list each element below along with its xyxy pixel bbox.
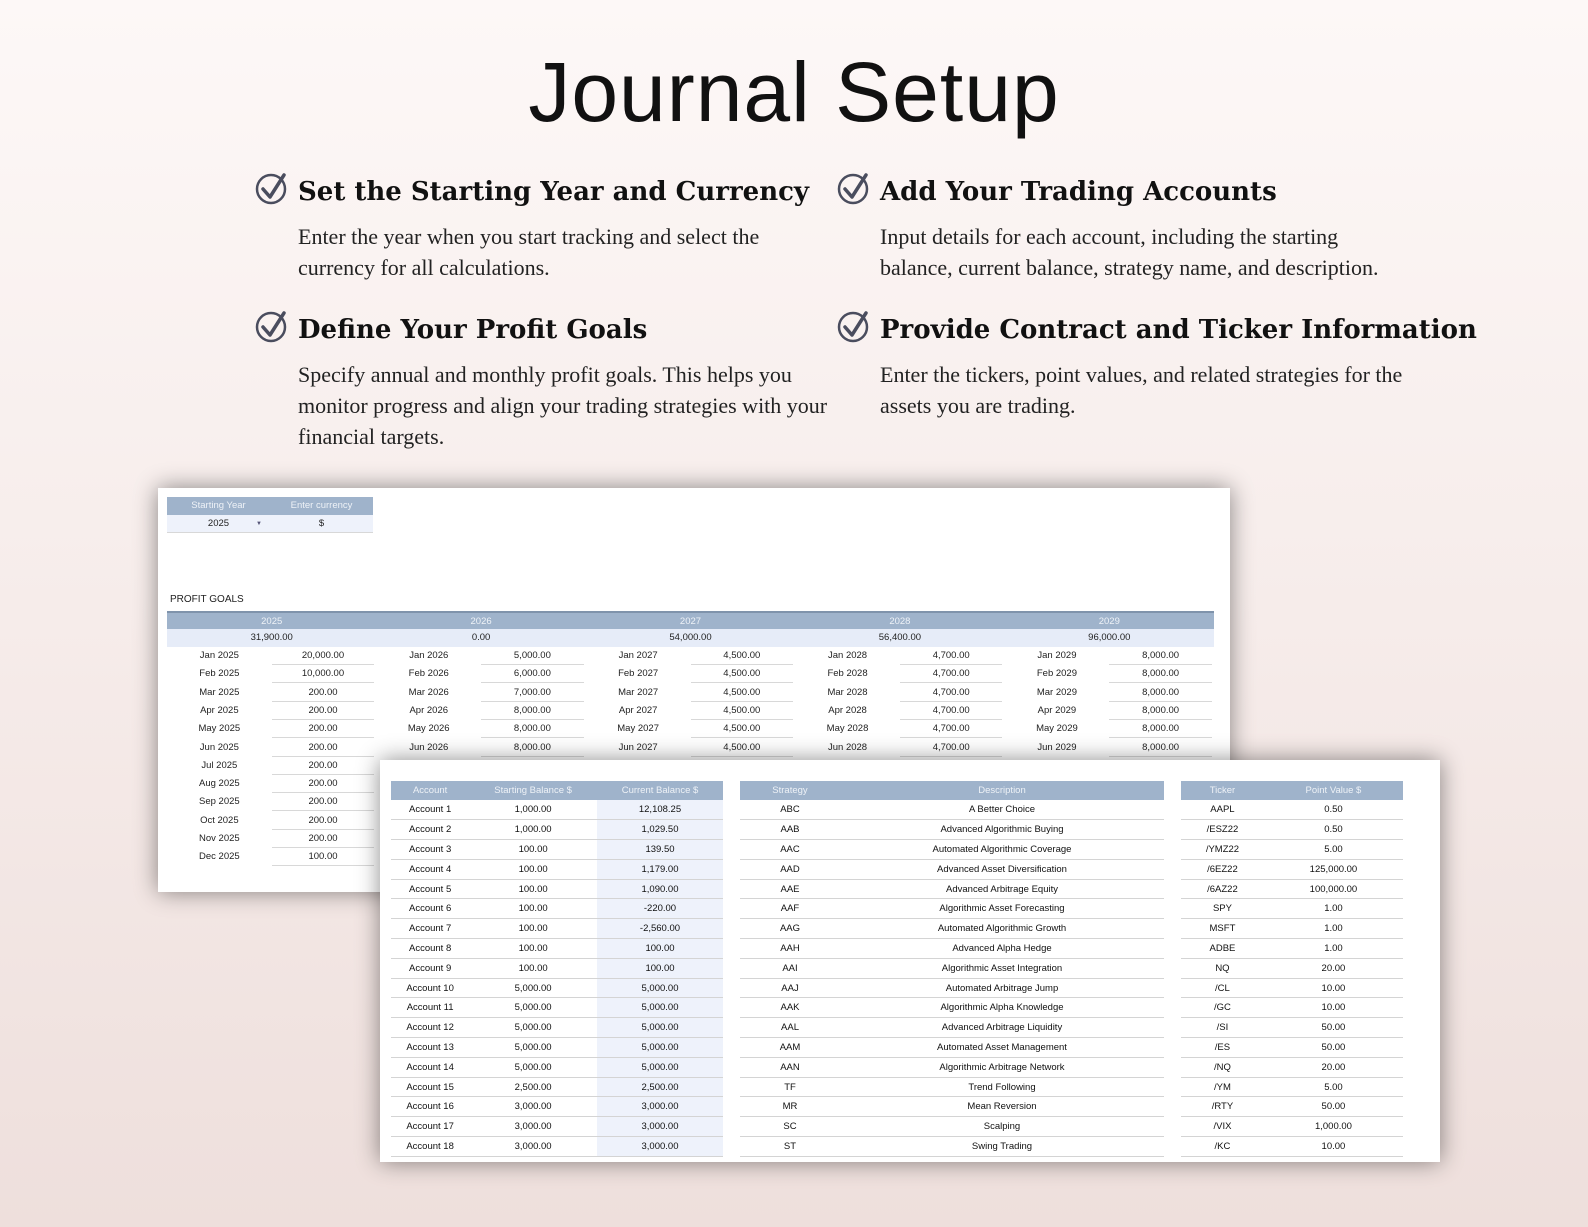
ticker-row <box>1181 879 1403 899</box>
account-cell[interactable]: -2,560.00 <box>597 919 723 939</box>
strategy-cell[interactable]: AAL <box>740 1018 840 1038</box>
goal-month-label: Jun 2028 <box>827 741 868 753</box>
ticker-cell[interactable]: 5.00 <box>1264 840 1403 860</box>
strategy-row <box>740 820 1164 840</box>
account-cell[interactable]: 5,000.00 <box>597 1018 723 1038</box>
goal-month-value[interactable]: 8,000.00 <box>1109 739 1212 757</box>
account-cell[interactable]: 3,000.00 <box>469 1137 597 1157</box>
feature-item <box>836 170 1416 283</box>
goal-month-value[interactable]: 8,000.00 <box>481 720 584 738</box>
account-cell[interactable]: 5,000.00 <box>597 998 723 1018</box>
goal-month-value[interactable]: 20,000.00 <box>272 647 375 665</box>
goal-year-header: 2029 <box>1005 611 1214 629</box>
ticker-cell[interactable]: NQ <box>1181 958 1264 978</box>
account-row <box>391 998 723 1018</box>
ticker-cell[interactable]: MSFT <box>1181 919 1264 939</box>
account-cell[interactable]: 5,000.00 <box>597 1038 723 1058</box>
ticker-cell[interactable]: 50.00 <box>1264 1097 1403 1117</box>
checkmark-icon <box>254 170 290 213</box>
ticker-row <box>1181 800 1403 820</box>
feature-heading: Define Your Profit Goals <box>298 314 648 345</box>
account-row <box>391 1117 723 1137</box>
strategy-cell[interactable]: AAD <box>740 859 840 879</box>
goal-month-label: Oct 2025 <box>200 814 239 826</box>
strategy-cell[interactable]: ABC <box>740 800 840 820</box>
strategy-cell[interactable]: A Better Choice <box>840 800 1164 820</box>
strategy-row <box>740 998 1164 1018</box>
account-cell[interactable]: Account 5 <box>391 879 469 899</box>
strategy-row <box>740 1117 1164 1137</box>
ticker-row <box>1181 1097 1403 1117</box>
ticker-cell[interactable]: 10.00 <box>1264 1137 1403 1157</box>
goal-month-value[interactable]: 8,000.00 <box>1109 665 1212 683</box>
strategy-cell[interactable]: Mean Reversion <box>840 1097 1164 1117</box>
page-title: Journal Setup <box>528 45 1060 139</box>
strategy-row <box>740 978 1164 998</box>
goal-month-label: Feb 2028 <box>827 668 868 680</box>
strategy-cell[interactable]: TF <box>740 1077 840 1097</box>
ticker-cell[interactable]: 1,000.00 <box>1264 1117 1403 1137</box>
goal-month-label: Jan 2027 <box>618 650 658 661</box>
goal-month-label: Mar 2029 <box>1036 686 1077 698</box>
strategy-row <box>740 899 1164 919</box>
strategy-cell[interactable]: Scalping <box>840 1117 1164 1137</box>
strategy-cell[interactable]: AAE <box>740 879 840 899</box>
strategy-row <box>740 859 1164 879</box>
tickers-table <box>1181 781 1403 1157</box>
ticker-cell[interactable]: SPY <box>1181 899 1264 919</box>
goal-month-value[interactable]: 200.00 <box>272 812 375 830</box>
goal-year-header: 2025 <box>167 611 376 629</box>
account-cell[interactable]: Account 15 <box>391 1077 469 1097</box>
ticker-cell[interactable]: /ESZ22 <box>1181 820 1264 840</box>
ticker-cell[interactable]: 20.00 <box>1264 1057 1403 1077</box>
strategy-cell[interactable]: Automated Algorithmic Growth <box>840 919 1164 939</box>
account-row <box>391 879 723 899</box>
goal-year-total: 96,000.00 <box>1005 629 1214 647</box>
strategy-cell[interactable]: ST <box>740 1137 840 1157</box>
ticker-cell[interactable]: 1.00 <box>1264 919 1403 939</box>
account-cell[interactable]: 2,500.00 <box>469 1077 597 1097</box>
goal-month-label: Apr 2028 <box>828 704 867 716</box>
goal-month-label: Feb 2026 <box>408 668 449 680</box>
ticker-row <box>1181 820 1403 840</box>
goal-month-value[interactable]: 200.00 <box>272 793 375 811</box>
ticker-row <box>1181 919 1403 939</box>
account-cell[interactable]: 5,000.00 <box>597 978 723 998</box>
goal-month-label: Jan 2025 <box>199 650 239 661</box>
goal-month-label: Jun 2027 <box>618 741 658 753</box>
ticker-cell[interactable]: 50.00 <box>1264 1038 1403 1058</box>
goal-month-value[interactable]: 200.00 <box>272 775 375 793</box>
ticker-cell[interactable]: /ES <box>1181 1038 1264 1058</box>
strategy-cell[interactable]: Advanced Alpha Hedge <box>840 939 1164 959</box>
strategy-row <box>740 1018 1164 1038</box>
strategy-cell[interactable]: AAH <box>740 939 840 959</box>
goal-month-label: Feb 2029 <box>1036 668 1078 680</box>
account-cell[interactable]: 3,000.00 <box>469 1117 597 1137</box>
account-row <box>391 840 723 860</box>
dropdown-arrow-icon: ▼ <box>256 521 262 527</box>
account-row <box>391 820 723 840</box>
account-row <box>391 939 723 959</box>
strategy-row <box>740 1038 1164 1058</box>
feature-item <box>254 170 834 283</box>
ticker-row <box>1181 1038 1403 1058</box>
strategy-row <box>740 840 1164 860</box>
goal-year-total: 54,000.00 <box>586 629 795 647</box>
ticker-cell[interactable]: /RTY <box>1181 1097 1264 1117</box>
strategy-cell[interactable]: AAC <box>740 840 840 860</box>
goal-month-value[interactable]: 200.00 <box>272 757 375 775</box>
goal-month-label: Mar 2027 <box>618 686 659 698</box>
ticker-column-header: Ticker <box>1181 781 1264 800</box>
ticker-cell[interactable]: /GC <box>1181 998 1264 1018</box>
feature-heading: Provide Contract and Ticker Information <box>880 314 1477 345</box>
account-row <box>391 1077 723 1097</box>
goal-month-label: Apr 2025 <box>200 704 239 716</box>
goal-year-header: 2028 <box>795 611 1004 629</box>
account-cell[interactable]: Account 16 <box>391 1097 469 1117</box>
feature-item <box>836 308 1477 421</box>
strategy-cell[interactable]: AAG <box>740 919 840 939</box>
feature-heading: Set the Starting Year and Currency <box>298 176 810 207</box>
strategy-cell[interactable]: Automated Algorithmic Coverage <box>840 840 1164 860</box>
goal-month-label: May 2026 <box>407 723 450 735</box>
account-cell[interactable]: Account 18 <box>391 1137 469 1157</box>
strategy-cell[interactable]: Automated Arbitrage Jump <box>840 978 1164 998</box>
account-row <box>391 1097 723 1117</box>
account-cell[interactable]: 5,000.00 <box>469 1018 597 1038</box>
goal-month-value[interactable]: 4,700.00 <box>900 702 1003 720</box>
feature-description: Enter the tickers, point values, and related strategies for the assets you are trading. <box>880 362 1403 418</box>
goal-month-value[interactable]: 4,700.00 <box>900 665 1003 683</box>
strategy-cell[interactable]: Algorithmic Asset Integration <box>840 958 1164 978</box>
strategy-cell[interactable]: Algorithmic Alpha Knowledge <box>840 998 1164 1018</box>
ticker-cell[interactable]: 50.00 <box>1264 1018 1403 1038</box>
ticker-cell[interactable]: /CL <box>1181 978 1264 998</box>
account-row <box>391 978 723 998</box>
strategy-cell[interactable]: AAK <box>740 998 840 1018</box>
account-cell[interactable]: Account 10 <box>391 978 469 998</box>
account-row <box>391 800 723 820</box>
goal-month-value[interactable]: 4,500.00 <box>691 720 794 738</box>
strategy-row <box>740 1097 1164 1117</box>
starting-year-header: Starting Year <box>167 497 270 515</box>
account-cell[interactable]: Account 6 <box>391 899 469 919</box>
account-column-header: Current Balance $ <box>597 781 723 800</box>
goal-month-label: May 2028 <box>826 723 869 735</box>
goal-month-label: Apr 2029 <box>1037 704 1077 716</box>
account-cell[interactable]: 100.00 <box>469 958 597 978</box>
account-cell[interactable]: 100.00 <box>469 840 597 860</box>
strategies-table <box>740 781 1164 1157</box>
goal-month-value[interactable]: 7,000.00 <box>481 684 584 702</box>
ticker-cell[interactable]: /6EZ22 <box>1181 859 1264 879</box>
account-row <box>391 919 723 939</box>
goal-month-label: Jan 2029 <box>1037 650 1077 661</box>
accounts-table <box>391 781 723 1157</box>
goal-year-header: 2026 <box>376 611 585 629</box>
goal-month-value[interactable]: 8,000.00 <box>1109 720 1212 738</box>
checkmark-icon <box>836 170 872 213</box>
goal-month-value[interactable]: 4,700.00 <box>900 720 1003 738</box>
goal-month-label: Apr 2027 <box>618 704 658 716</box>
goal-month-label: Jun 2026 <box>409 741 449 753</box>
goal-month-value[interactable]: 200.00 <box>272 684 375 702</box>
account-cell[interactable]: 3,000.00 <box>597 1097 723 1117</box>
account-cell[interactable]: Account 17 <box>391 1117 469 1137</box>
goal-month-label: Mar 2026 <box>408 686 449 698</box>
account-cell[interactable]: Account 11 <box>391 998 469 1018</box>
strategy-cell[interactable]: Automated Asset Management <box>840 1038 1164 1058</box>
strategy-column-header: Strategy <box>740 781 840 800</box>
account-cell[interactable]: 3,000.00 <box>597 1137 723 1157</box>
goal-year-header: 2027 <box>586 611 795 629</box>
goal-year-total: 56,400.00 <box>795 629 1004 647</box>
account-cell[interactable]: 1,000.00 <box>469 820 597 840</box>
goal-month-label: Apr 2026 <box>409 704 449 716</box>
strategy-cell[interactable]: AAF <box>740 899 840 919</box>
ticker-cell[interactable]: AAPL <box>1181 800 1264 820</box>
goal-month-label: Jun 2025 <box>199 741 239 753</box>
strategy-row <box>740 939 1164 959</box>
strategy-cell[interactable]: Advanced Asset Diversification <box>840 859 1164 879</box>
strategy-cell[interactable]: AAI <box>740 958 840 978</box>
goal-month-value[interactable]: 8,000.00 <box>1109 647 1212 665</box>
account-cell[interactable]: 100.00 <box>597 958 723 978</box>
ticker-row <box>1181 1137 1403 1157</box>
account-row <box>391 958 723 978</box>
ticker-cell[interactable]: /YMZ22 <box>1181 840 1264 860</box>
account-cell[interactable]: 5,000.00 <box>469 978 597 998</box>
ticker-column-header: Point Value $ <box>1264 781 1403 800</box>
ticker-row <box>1181 958 1403 978</box>
ticker-cell[interactable]: 1.00 <box>1264 899 1403 919</box>
goal-month-value[interactable]: 4,700.00 <box>900 647 1003 665</box>
ticker-cell[interactable]: /KC <box>1181 1137 1264 1157</box>
ticker-row <box>1181 1077 1403 1097</box>
goal-month-label: Mar 2028 <box>827 686 868 698</box>
ticker-row <box>1181 859 1403 879</box>
goal-month-label: Jan 2026 <box>409 650 449 661</box>
account-cell[interactable]: 1,029.50 <box>597 820 723 840</box>
account-cell[interactable]: 100.00 <box>597 939 723 959</box>
goal-month-label: Jan 2028 <box>827 650 868 661</box>
ticker-cell[interactable]: 1.00 <box>1264 939 1403 959</box>
account-cell[interactable]: Account 4 <box>391 859 469 879</box>
account-row <box>391 1018 723 1038</box>
strategy-cell[interactable]: Swing Trading <box>840 1137 1164 1157</box>
goal-month-value[interactable]: 8,000.00 <box>1109 702 1212 720</box>
strategy-cell[interactable]: SC <box>740 1117 840 1137</box>
account-cell[interactable]: Account 12 <box>391 1018 469 1038</box>
account-row <box>391 859 723 879</box>
goal-month-label: May 2025 <box>198 723 241 735</box>
strategy-cell[interactable]: Advanced Arbitrage Liquidity <box>840 1018 1164 1038</box>
goal-month-value[interactable]: 8,000.00 <box>1109 684 1212 702</box>
strategy-cell[interactable]: AAM <box>740 1038 840 1058</box>
currency-input[interactable]: $ <box>270 515 373 533</box>
feature-item <box>254 308 834 452</box>
goal-month-label: Dec 2025 <box>199 851 240 863</box>
goal-month-label: May 2027 <box>617 723 659 735</box>
account-cell[interactable]: Account 13 <box>391 1038 469 1058</box>
goal-month-value[interactable]: 4,700.00 <box>900 739 1003 757</box>
ticker-cell[interactable]: /VIX <box>1181 1117 1264 1137</box>
ticker-cell[interactable]: /SI <box>1181 1018 1264 1038</box>
strategy-cell[interactable]: MR <box>740 1097 840 1117</box>
ticker-row <box>1181 1117 1403 1137</box>
goal-month-value[interactable]: 200.00 <box>272 739 375 757</box>
account-column-header: Starting Balance $ <box>469 781 597 800</box>
account-cell[interactable]: 100.00 <box>469 899 597 919</box>
strategy-row <box>740 958 1164 978</box>
ticker-cell[interactable]: 0.50 <box>1264 820 1403 840</box>
goal-month-label: May 2029 <box>1036 723 1078 735</box>
account-cell[interactable]: 1,000.00 <box>469 800 597 820</box>
ticker-cell[interactable]: 10.00 <box>1264 978 1403 998</box>
account-cell[interactable]: 5,000.00 <box>597 1057 723 1077</box>
ticker-cell[interactable]: 0.50 <box>1264 800 1403 820</box>
strategy-row <box>740 1057 1164 1077</box>
strategy-row <box>740 1077 1164 1097</box>
ticker-row <box>1181 1057 1403 1077</box>
goal-month-label: Jul 2025 <box>201 759 238 771</box>
account-cell[interactable]: Account 8 <box>391 939 469 959</box>
account-cell[interactable]: 12,108.25 <box>597 800 723 820</box>
feature-heading: Add Your Trading Accounts <box>880 176 1277 207</box>
ticker-row <box>1181 840 1403 860</box>
account-cell[interactable]: Account 7 <box>391 919 469 939</box>
currency-header: Enter currency <box>270 497 373 515</box>
goal-month-value[interactable]: 4,700.00 <box>900 684 1003 702</box>
ticker-row <box>1181 1018 1403 1038</box>
goal-month-label: Feb 2025 <box>199 668 240 680</box>
goal-month-value[interactable]: 4,500.00 <box>691 684 794 702</box>
strategy-cell[interactable]: Algorithmic Arbitrage Network <box>840 1057 1164 1077</box>
goal-month-label: Jun 2029 <box>1037 741 1077 753</box>
account-column-header: Account <box>391 781 469 800</box>
ticker-cell[interactable]: /YM <box>1181 1077 1264 1097</box>
account-cell[interactable]: Account 1 <box>391 800 469 820</box>
goal-month-value[interactable]: 6,000.00 <box>481 665 584 683</box>
ticker-cell[interactable]: 125,000.00 <box>1264 859 1403 879</box>
goal-month-value[interactable]: 10,000.00 <box>272 665 375 683</box>
goal-month-label: Mar 2025 <box>199 686 240 698</box>
strategy-cell[interactable]: Advanced Arbitrage Equity <box>840 879 1164 899</box>
ticker-cell[interactable]: ADBE <box>1181 939 1264 959</box>
account-cell[interactable]: 5,000.00 <box>469 1038 597 1058</box>
account-cell[interactable]: Account 3 <box>391 840 469 860</box>
goal-month-value[interactable]: 4,500.00 <box>691 739 794 757</box>
account-cell[interactable]: 100.00 <box>469 879 597 899</box>
goal-month-value[interactable]: 100.00 <box>272 848 375 866</box>
ticker-cell[interactable]: /6AZ22 <box>1181 879 1264 899</box>
ticker-cell[interactable]: 10.00 <box>1264 998 1403 1018</box>
goal-month-value[interactable]: 200.00 <box>272 830 375 848</box>
account-row <box>391 1137 723 1157</box>
goal-month-label: Sep 2025 <box>199 796 240 808</box>
strategy-row <box>740 1137 1164 1157</box>
goal-month-value[interactable]: 4,500.00 <box>691 647 794 665</box>
profit-goals-label: PROFIT GOALS <box>170 594 244 605</box>
strategy-cell[interactable]: AAJ <box>740 978 840 998</box>
ticker-cell[interactable]: /NQ <box>1181 1057 1264 1077</box>
account-cell[interactable]: 2,500.00 <box>597 1077 723 1097</box>
goal-month-value[interactable]: 4,500.00 <box>691 665 794 683</box>
ticker-row <box>1181 939 1403 959</box>
account-cell[interactable]: Account 2 <box>391 820 469 840</box>
account-cell[interactable]: -220.00 <box>597 899 723 919</box>
accounts-sheet <box>380 760 1440 1162</box>
checkmark-icon <box>254 308 290 351</box>
strategy-cell[interactable]: AAB <box>740 820 840 840</box>
account-cell[interactable]: 3,000.00 <box>469 1097 597 1117</box>
goal-year-total: 31,900.00 <box>167 629 376 647</box>
account-cell[interactable]: 100.00 <box>469 859 597 879</box>
account-cell[interactable]: 5,000.00 <box>469 1057 597 1077</box>
account-cell[interactable]: 1,090.00 <box>597 879 723 899</box>
starting-year-value: 2025 <box>207 518 230 529</box>
goal-month-value[interactable]: 200.00 <box>272 702 375 720</box>
goal-month-value[interactable]: 8,000.00 <box>481 702 584 720</box>
account-row <box>391 899 723 919</box>
strategy-column-header: Description <box>840 781 1164 800</box>
feature-description: Specify annual and monthly profit goals. This helps you monitor progress and align your trading strategies with your financial targets. <box>298 362 828 449</box>
account-cell[interactable]: 100.00 <box>469 919 597 939</box>
starting-year-select[interactable] <box>167 515 270 533</box>
ticker-cell[interactable]: 20.00 <box>1264 958 1403 978</box>
strategy-cell[interactable]: Algorithmic Asset Forecasting <box>840 899 1164 919</box>
account-cell[interactable]: 139.50 <box>597 840 723 860</box>
feature-description: Enter the year when you start tracking and select the currency for all calculations. <box>298 224 760 280</box>
account-cell[interactable]: Account 9 <box>391 958 469 978</box>
account-cell[interactable]: 1,179.00 <box>597 859 723 879</box>
strategy-row <box>740 800 1164 820</box>
account-row <box>391 1038 723 1058</box>
strategy-cell[interactable]: Trend Following <box>840 1077 1164 1097</box>
account-cell[interactable]: 5,000.00 <box>469 998 597 1018</box>
ticker-cell[interactable]: 5.00 <box>1264 1077 1403 1097</box>
account-cell[interactable]: Account 14 <box>391 1057 469 1077</box>
account-cell[interactable]: 100.00 <box>469 939 597 959</box>
goal-month-value[interactable]: 5,000.00 <box>481 647 584 665</box>
checkmark-icon <box>836 308 872 351</box>
goal-month-label: Feb 2027 <box>618 668 659 680</box>
account-cell[interactable]: 3,000.00 <box>597 1117 723 1137</box>
ticker-row <box>1181 998 1403 1018</box>
goal-month-value[interactable]: 200.00 <box>272 720 375 738</box>
strategy-row <box>740 879 1164 899</box>
strategy-row <box>740 919 1164 939</box>
strategy-cell[interactable]: Advanced Algorithmic Buying <box>840 820 1164 840</box>
ticker-cell[interactable]: 100,000.00 <box>1264 879 1403 899</box>
ticker-row <box>1181 978 1403 998</box>
account-row <box>391 1057 723 1077</box>
ticker-row <box>1181 899 1403 919</box>
goal-month-value[interactable]: 8,000.00 <box>481 739 584 757</box>
goal-month-label: Aug 2025 <box>199 778 240 790</box>
goal-month-label: Nov 2025 <box>199 833 240 844</box>
strategy-cell[interactable]: AAN <box>740 1057 840 1077</box>
goal-year-total: 0.00 <box>376 629 585 647</box>
goal-month-value[interactable]: 4,500.00 <box>691 702 794 720</box>
feature-description: Input details for each account, including the starting balance, current balance, strategy name, and description. <box>880 224 1379 280</box>
